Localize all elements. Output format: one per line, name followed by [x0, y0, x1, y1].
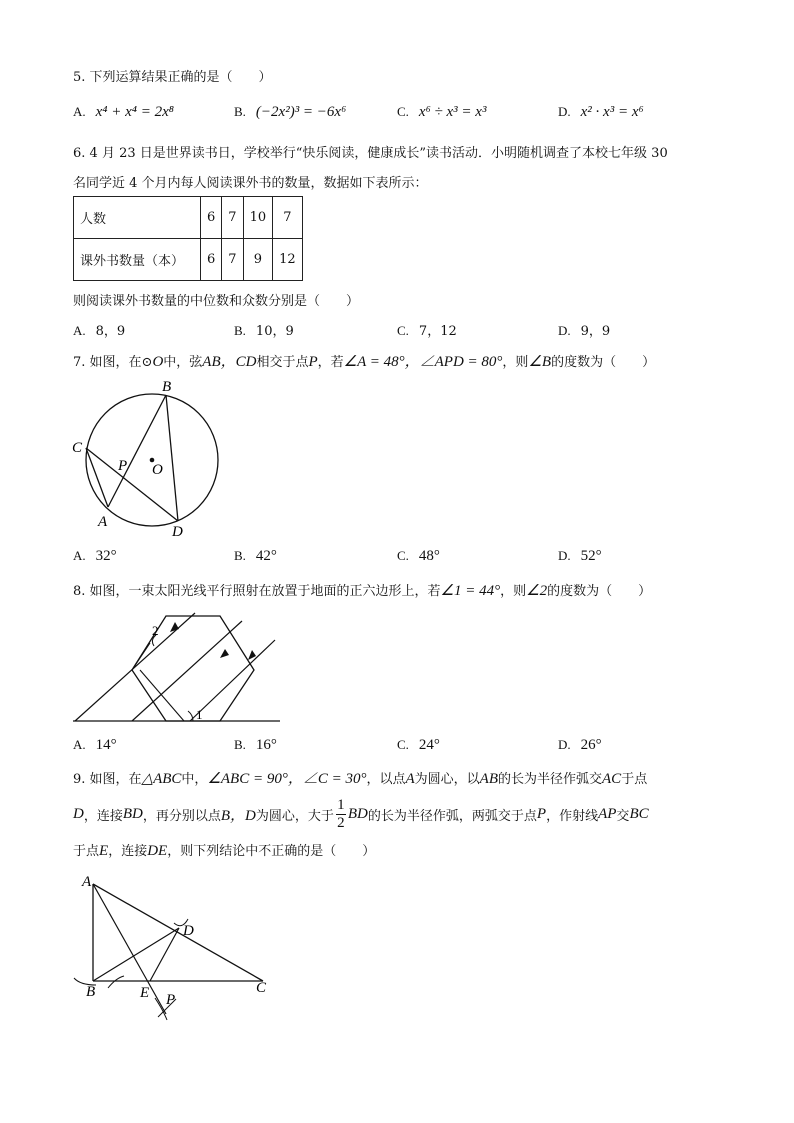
- table-header-people: 人数: [74, 197, 201, 239]
- q9-stem-line1: 9. 如图，在△ABC中，∠ABC = 90°，∠C = 30°，以点A为圆心，以AB的长为半径作弧交AC于点: [73, 771, 648, 787]
- label-c: C: [256, 980, 267, 996]
- table-cell: 7: [222, 197, 243, 239]
- q8-stem: 8. 如图，一束太阳光线平行照射在放置于地面的正六边形上，若∠1 = 44°，则∠2的度数为（ ）: [73, 583, 652, 599]
- label-p: P: [166, 992, 176, 1008]
- q6-option-b[interactable]: B. 10，9: [234, 323, 294, 339]
- label-b: B: [162, 379, 172, 395]
- table-cell: 9: [243, 239, 273, 281]
- table-cell: 10: [243, 197, 273, 239]
- table-cell: 6: [201, 197, 222, 239]
- table-cell: 7: [222, 239, 243, 281]
- q5-stem: 5. 下列运算结果正确的是（ ）: [73, 70, 272, 85]
- q6-option-c[interactable]: C. 7，12: [397, 323, 457, 339]
- q7-option-b[interactable]: B. 42°: [234, 548, 277, 564]
- label-a: A: [82, 874, 92, 890]
- label-d: D: [172, 524, 183, 540]
- angle-label-1: 1: [196, 707, 203, 722]
- q8-option-a[interactable]: A. 14°: [73, 737, 117, 753]
- label-e: E: [140, 985, 150, 1001]
- q6-question: 则阅读课外书数量的中位数和众数分别是（ ）: [73, 294, 360, 309]
- table-cell: 6: [201, 239, 222, 281]
- q5-option-d[interactable]: D. x² · x³ = x⁶: [558, 104, 644, 120]
- q9-stem-line3: 于点E，连接DE，则下列结论中不正确的是（ ）: [73, 843, 376, 859]
- table-cell: 7: [273, 197, 303, 239]
- q6-stem-line2: 名同学近 4 个月内每人阅读课外书的数量，数据如下表所示：: [73, 176, 428, 191]
- q5-option-c[interactable]: C. x⁶ ÷ x³ = x³: [397, 104, 487, 120]
- label-p: P: [118, 458, 128, 474]
- q6-option-a[interactable]: A. 8，9: [73, 323, 126, 339]
- q8-option-b[interactable]: B. 16°: [234, 737, 277, 753]
- q7-option-c[interactable]: C. 48°: [397, 548, 440, 564]
- fraction-one-half: 1 2: [337, 796, 345, 831]
- label-a: A: [98, 514, 108, 530]
- q6-option-d[interactable]: D. 9，9: [558, 323, 611, 339]
- label-b: B: [86, 984, 96, 1000]
- q6-stem-line1: 6. 4 月 23 日是世界读书日，学校举行“快乐阅读，健康成长”读书活动．小明随机调查了本校七年级 30: [73, 146, 668, 161]
- q7-option-d[interactable]: D. 52°: [558, 548, 602, 564]
- angle-label-2: 2: [152, 623, 159, 638]
- label-o: O: [152, 462, 163, 478]
- q5-option-a[interactable]: A. x⁴ + x⁴ = 2x⁸: [73, 104, 175, 120]
- q7-stem: 7. 如图，在⊙O中，弦AB，CD相交于点P，若∠A = 48°，∠APD = 80°，则∠B的度数为（ ）: [73, 354, 656, 370]
- label-d: D: [183, 923, 194, 939]
- label-c: C: [72, 440, 83, 456]
- table-header-books: 课外书数量（本）: [74, 239, 201, 281]
- q5-option-b[interactable]: B. (−2x²)³ = −6x⁶: [234, 104, 347, 120]
- q8-option-d[interactable]: D. 26°: [558, 737, 602, 753]
- q7-option-a[interactable]: A. 32°: [73, 548, 117, 564]
- table-cell: 12: [273, 239, 303, 281]
- q8-option-c[interactable]: C. 24°: [397, 737, 440, 753]
- q9-stem-line2: D ，连接 BD ，再分别以点 B，D 为圆心，大于 1 2 BD 的长为半径作弧，两弧交于点 P ，作射线 AP 交 BC: [73, 796, 649, 831]
